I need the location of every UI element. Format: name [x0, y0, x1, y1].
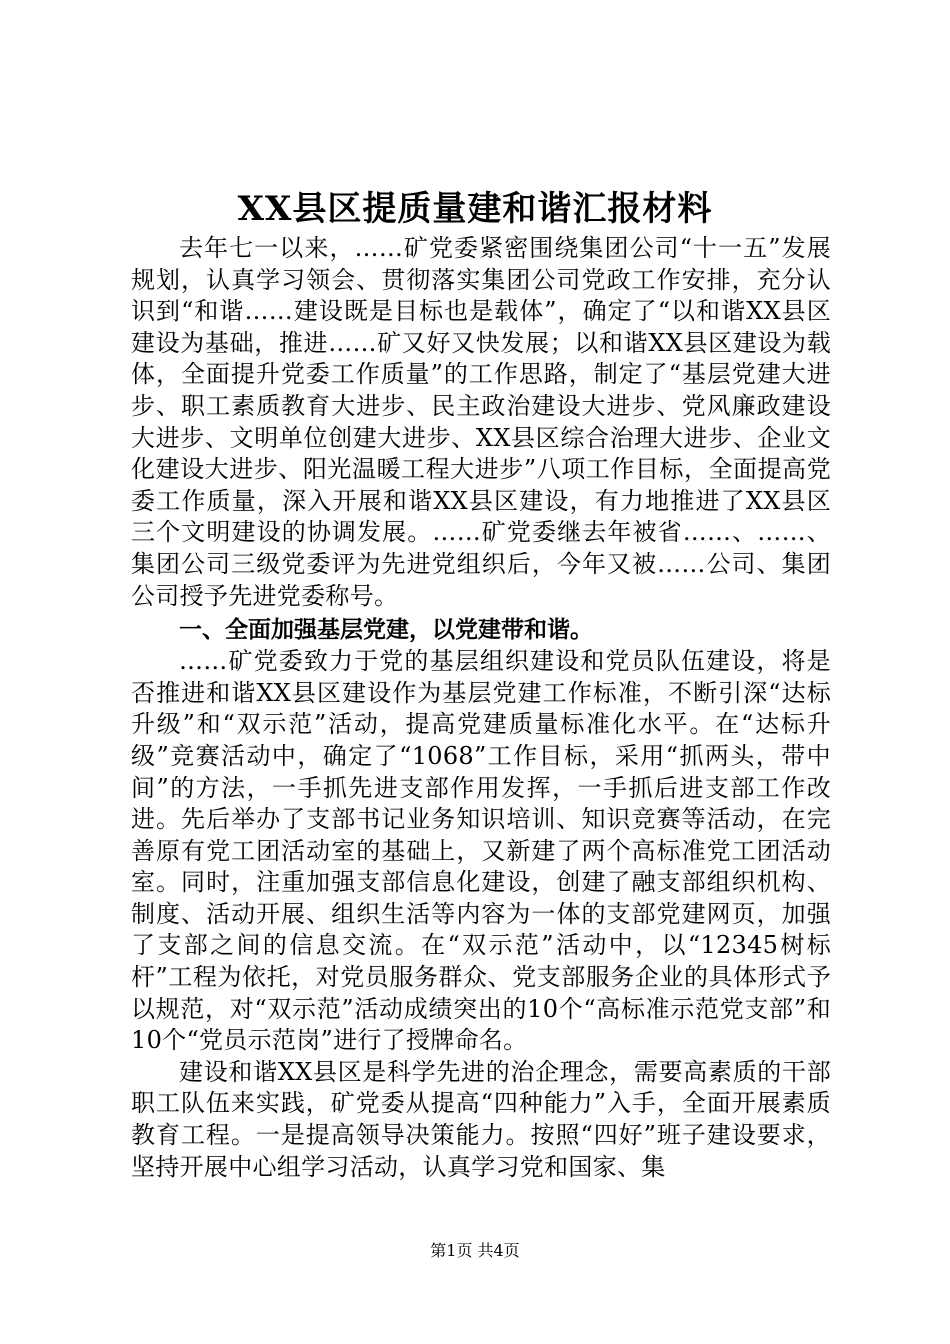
section-heading-1: 一、全面加强基层党建，以党建带和谐。	[179, 617, 593, 644]
page-footer: 第1页 共4页	[430, 1241, 520, 1260]
paragraph-intro: 去年七一以来，……矿党委紧密围绕集团公司“十一五”发展规划，认真学习领会、贯彻落实集团公司党政工作安排，充分认识到“和谐……建设既是目标也是载体”，确定了“以和谐XX县区建设为基础，推进……矿又好又快发展；以和谐XX县区建设为载体，全面提升党委工作质量”的工作思路，制定了“基层党建大进步、职工素质教育大进步、民主政治建设大进步、党风廉政建设大进步、文明单位创建大进步、XX县区综合治理大进步、企业文化建设大进步、阳光温暖工程大进步”八项工作目标，全面提高党委工作质量，深入开展和谐XX县区建设，有力地推进了XX县区三个文明建设的协调发展。……矿党委继去年被省……、……、集团公司三级党委评为先进党组织后，今年又被……公司、集团公司授予先进党委称号。	[131, 234, 831, 610]
document-title: XX县区提质量建和谐汇报材料	[237, 189, 713, 229]
paragraph-party-building: ……矿党委致力于党的基层组织建设和党员队伍建设，将是否推进和谐XX县区建设作为基层党建工作标准，不断引深“达标升级”和“双示范”活动，提高党建质量标准化水平。在“达标升级”竞赛活动中，确定了“1068”工作目标，采用“抓两头，带中间”的方法，一手抓先进支部作用发挥，一手抓后进支部工作改进。先后举办了支部书记业务知识培训、知识竞赛等活动，在完善原有党工团活动室的基础上，又新建了两个高标准党工团活动室。同时，注重加强支部信息化建设，创建了融支部组织机构、制度、活动开展、组织生活等内容为一体的支部党建网页，加强了支部之间的信息交流。在“双示范”活动中，以“12345树标杆”工程为依托，对党员服务群众、党支部服务企业的具体形式予以规范，对“双示范”活动成绩突出的10个“高标准示范党支部”和10个“党员示范岗”进行了授牌命名。	[131, 647, 831, 1055]
document-body	[131, 233, 831, 1183]
paragraph-quality-education: 建设和谐XX县区是科学先进的治企理念，需要高素质的干部职工队伍来实践，矿党委从提高“四种能力”入手，全面开展素质教育工程。一是提高领导决策能力。按照“四好”班子建设要求，坚持开展中心组学习活动，认真学习党和国家、集	[131, 1057, 831, 1181]
